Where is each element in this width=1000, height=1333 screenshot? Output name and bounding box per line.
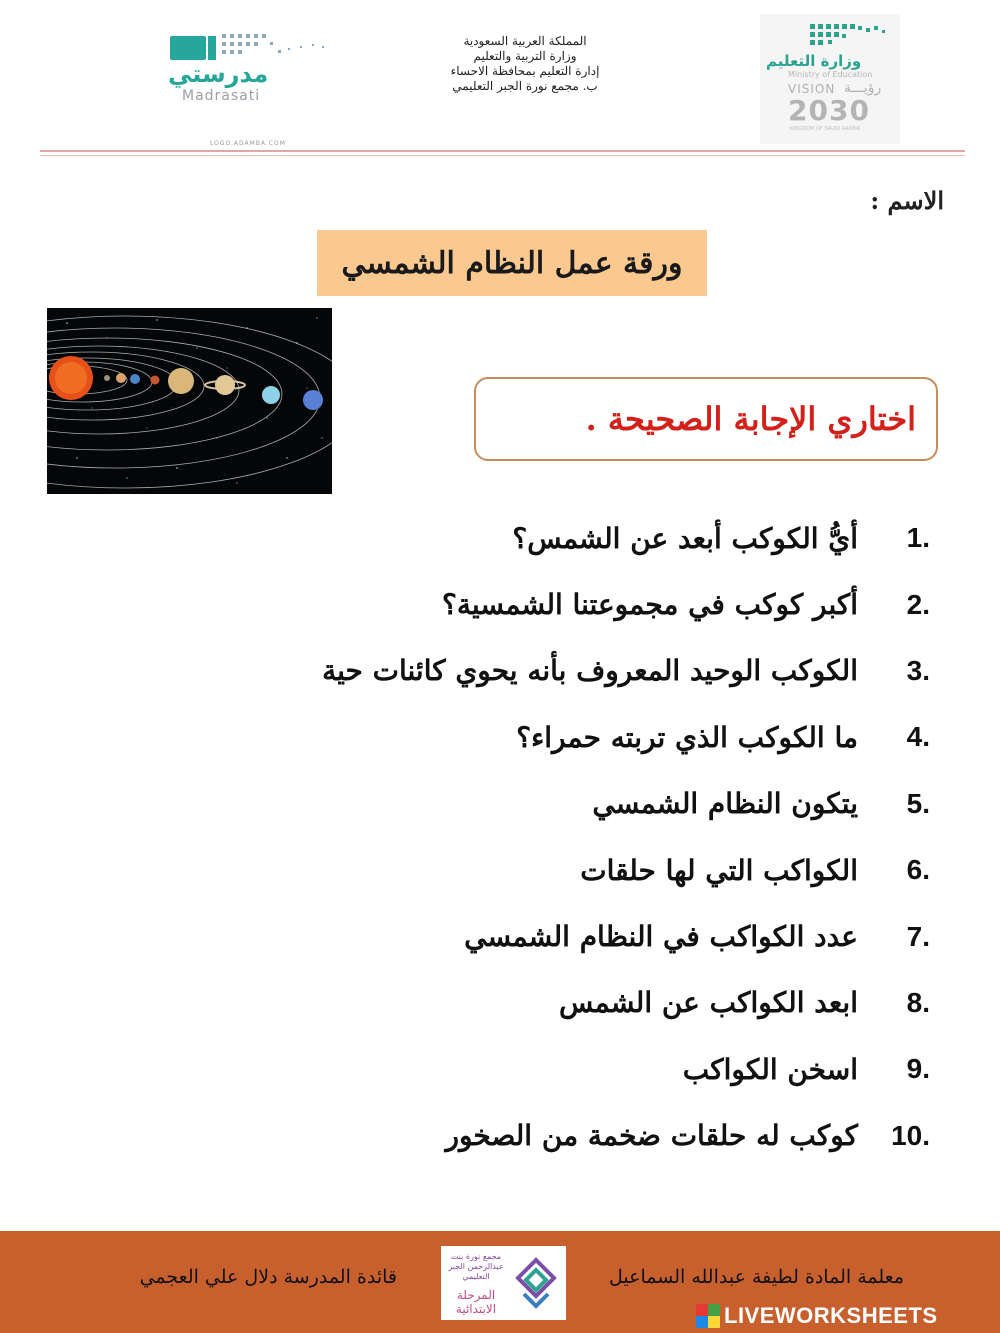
question-item	[200, 638, 930, 704]
vision-word: VISION	[788, 82, 836, 96]
question-list	[200, 505, 930, 1169]
question-number: 8.	[906, 986, 930, 1018]
question-item	[200, 970, 930, 1036]
question-number: 9.	[906, 1053, 930, 1085]
header-line-ministry: وزارة التربية والتعليم	[473, 49, 577, 63]
header-divider	[40, 150, 965, 152]
question-number: 1.	[906, 522, 930, 554]
ministry-english-name: Ministry of Education	[788, 70, 873, 79]
question-number: 4.	[906, 721, 930, 753]
question-text: أكبر كوكب في مجموعتنا الشمسية؟	[442, 588, 858, 622]
ministry-dots-icon	[806, 20, 896, 50]
question-number: 5.	[906, 787, 930, 819]
question-number: 2.	[906, 588, 930, 620]
header-line-directorate: إدارة التعليم بمحافظة الاحساء	[450, 64, 600, 78]
madrasati-latin-wordmark: Madrasati	[182, 88, 261, 104]
question-text: يتكون النظام الشمسي	[592, 787, 858, 821]
vision-year: 2030	[788, 94, 870, 127]
question-text: الكوكب الوحيد المعروف بأنه يحوي كائنات حية	[322, 654, 858, 688]
ministry-arabic-name: وزارة التعليم	[766, 52, 862, 70]
school-emblem-icon	[510, 1256, 562, 1312]
question-item	[200, 837, 930, 903]
footer-teacher-name: معلمة المادة لطيفة عبدالله السماعيل	[609, 1266, 904, 1288]
question-text: ابعد الكواكب عن الشمس	[558, 986, 858, 1020]
liveworksheets-wordmark: LIVEWORKSHEETS	[724, 1303, 938, 1328]
instruction-box	[474, 377, 938, 461]
student-name-label: الاسم :	[870, 186, 944, 215]
question-item	[200, 505, 930, 571]
question-item	[200, 771, 930, 837]
question-text: عدد الكواكب في النظام الشمسي	[464, 920, 858, 954]
worksheet-title-box	[317, 230, 707, 296]
question-text: الكواكب التي لها حلقات	[580, 853, 858, 887]
question-text: ما الكوكب الذي تربته حمراء؟	[516, 720, 858, 754]
header-divider-thin	[40, 155, 965, 156]
school-logo-stage: المرحلة الابتدائية	[455, 1288, 497, 1316]
liveworksheets-logo-icon	[696, 1304, 720, 1328]
header-line-school: ب. مجمع نورة الجبر التعليمي	[452, 79, 598, 93]
question-number: 3.	[906, 654, 930, 686]
question-text: أيُّ الكوكب أبعد عن الشمس؟	[512, 521, 858, 555]
footer-principal-name: قائدة المدرسة دلال علي العجمي	[139, 1266, 397, 1288]
vision-arabic-word: رؤيـــة	[844, 80, 882, 96]
question-number: 10.	[891, 1119, 930, 1151]
question-item	[200, 704, 930, 770]
solar-system-image	[47, 308, 332, 494]
header-institution-block	[400, 34, 650, 94]
question-number: 7.	[906, 920, 930, 952]
question-item	[200, 1103, 930, 1169]
question-item	[200, 571, 930, 637]
question-item	[200, 903, 930, 969]
logo-url-text: LOGO.ADAMBA.COM	[210, 140, 286, 147]
question-item	[200, 1036, 930, 1102]
vision-subtitle: KINGDOM OF SAUDI ARABIA	[790, 126, 861, 132]
instruction-text: اختاري الإجابة الصحيحة .	[585, 400, 916, 438]
question-text: اسخن الكواكب	[682, 1052, 858, 1086]
header-line-country: المملكة العربية السعودية	[463, 34, 587, 48]
liveworksheets-watermark	[696, 1302, 996, 1330]
worksheet-title: ورقة عمل النظام الشمسي	[341, 245, 683, 281]
madrasati-arabic-wordmark: مدرستي	[168, 60, 269, 88]
question-number: 6.	[906, 854, 930, 886]
question-text: كوكب له حلقات ضخمة من الصخور	[445, 1119, 858, 1153]
school-logo-name: مجمع نورة بنت عبدالرحمن الجبر التعليمي	[448, 1252, 504, 1281]
